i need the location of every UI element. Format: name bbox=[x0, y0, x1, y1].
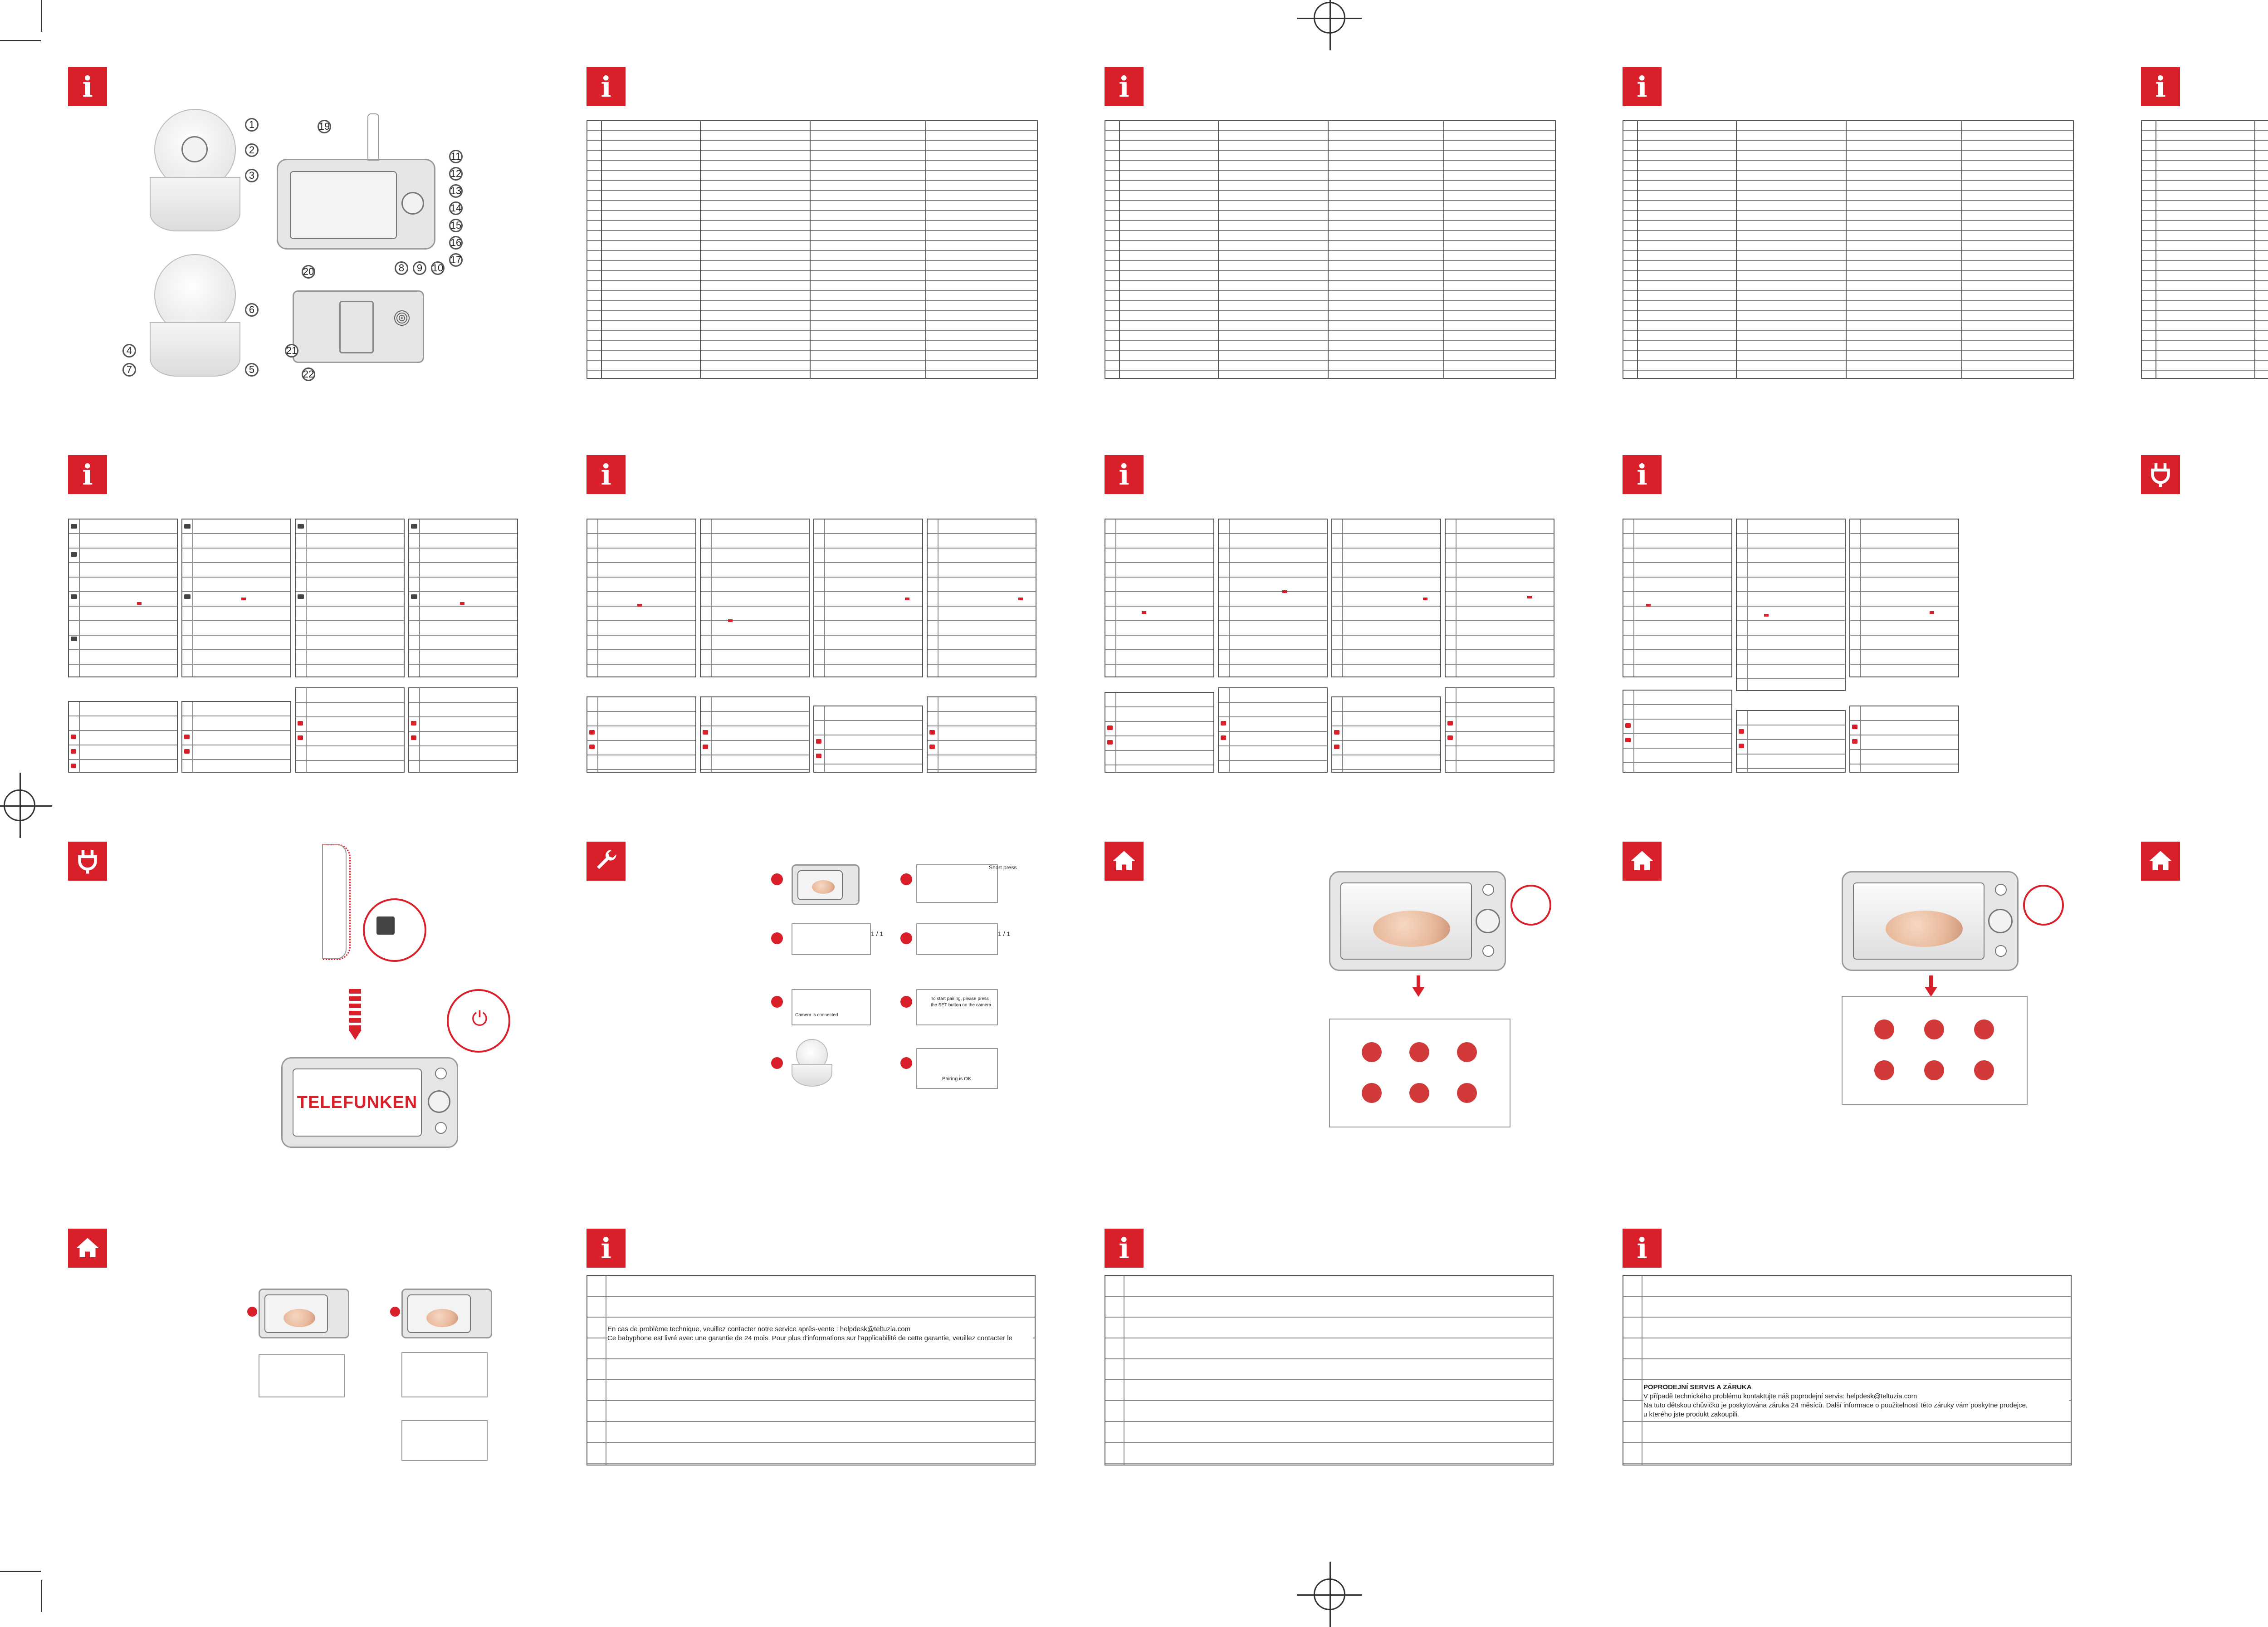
info-icon: i bbox=[82, 70, 93, 103]
down-arrow-head bbox=[349, 1030, 362, 1040]
fraction-label: 1 / 1 bbox=[871, 930, 884, 937]
icon-legend-box bbox=[1218, 687, 1328, 773]
camera-back-diagram bbox=[150, 254, 240, 381]
settings-icon bbox=[1457, 1083, 1477, 1103]
info-badge: i bbox=[68, 455, 107, 494]
info-badge: i bbox=[2141, 67, 2180, 106]
callout-number: 4 bbox=[122, 344, 136, 358]
home-icon bbox=[1628, 848, 1656, 875]
icon-legend-box bbox=[295, 687, 405, 773]
icon-legend-box bbox=[927, 519, 1036, 677]
camera-icon bbox=[1362, 1042, 1382, 1062]
home-icon bbox=[74, 1235, 101, 1262]
plug-icon bbox=[2147, 461, 2174, 488]
home-badge bbox=[1623, 842, 1662, 881]
spec-table bbox=[587, 120, 1038, 379]
icon-legend-box bbox=[1218, 519, 1328, 677]
icon-legend-box bbox=[408, 519, 518, 677]
home-badge bbox=[68, 1229, 107, 1268]
music-icon bbox=[1362, 1083, 1382, 1103]
info-badge: i bbox=[1623, 1229, 1662, 1268]
thermometer-icon bbox=[1974, 1019, 1994, 1039]
spec-table bbox=[2141, 120, 2268, 379]
step-dot bbox=[390, 1307, 400, 1317]
callout-number: 6 bbox=[245, 303, 259, 317]
home-icon bbox=[2147, 848, 2174, 875]
step-dot bbox=[900, 996, 912, 1008]
pairing-ok: Pairing is OK bbox=[942, 1076, 972, 1082]
fraction-label: 1 / 1 bbox=[998, 930, 1011, 937]
icon-legend-box bbox=[813, 519, 923, 677]
camera-front-diagram bbox=[150, 109, 240, 236]
antenna bbox=[367, 113, 379, 161]
crop-mark bbox=[0, 1571, 41, 1572]
camera-icon bbox=[1874, 1019, 1894, 1039]
info-badge: i bbox=[1623, 67, 1662, 106]
callout-number: 10 bbox=[431, 261, 445, 275]
warranty-table bbox=[1105, 1275, 1554, 1465]
callout-number: 11 bbox=[449, 150, 463, 163]
warranty-fr-line1: En cas de problème technique, veuillez contacter notre service après-vente : helpdesk@teltuzia.com bbox=[607, 1325, 1033, 1334]
crop-mark bbox=[0, 40, 41, 41]
callout-number: 8 bbox=[395, 261, 408, 275]
wrench-badge bbox=[587, 842, 626, 881]
icon-legend-box bbox=[1623, 519, 1732, 677]
callout-number: 9 bbox=[413, 261, 426, 275]
warranty-table-fr bbox=[587, 1275, 1036, 1465]
icon-legend-box bbox=[1105, 692, 1214, 773]
icon-legend-box bbox=[813, 706, 923, 773]
crop-mark bbox=[41, 1580, 42, 1612]
icon-legend-box bbox=[1849, 519, 1959, 677]
callout-number: 22 bbox=[302, 368, 315, 381]
pairing-note-1: To start pairing, please press bbox=[931, 996, 989, 1001]
icon-legend-box bbox=[1736, 519, 1846, 691]
camera-set-step bbox=[792, 1039, 832, 1089]
pairing-menu-step5 bbox=[916, 864, 998, 903]
warranty-cz-line3: u kterého jste produkt zakoupili. bbox=[1643, 1410, 2069, 1419]
step-dot bbox=[247, 1307, 257, 1317]
icon-legend-box bbox=[181, 519, 291, 677]
warranty-cz-heading: POPRODEJNÍ SERVIS A ZÁRUKA bbox=[1643, 1383, 2069, 1392]
microphone-icon bbox=[1924, 1019, 1944, 1039]
power-icon: ⏻ bbox=[472, 1007, 488, 1030]
callout-number: 13 bbox=[449, 184, 463, 198]
icon-legend-box bbox=[587, 519, 696, 677]
icon-legend-box bbox=[927, 696, 1036, 773]
plug-badge bbox=[2141, 455, 2180, 494]
telefunken-logo: TELEFUNKEN bbox=[297, 1093, 418, 1112]
icon-legend-box bbox=[700, 519, 810, 677]
step-dot bbox=[900, 932, 912, 944]
warranty-table-cz bbox=[1623, 1275, 2072, 1465]
callout-number: 14 bbox=[449, 201, 463, 215]
monitor-boot-screen bbox=[281, 1057, 458, 1148]
icon-legend-box bbox=[68, 519, 178, 677]
monitor-small bbox=[259, 1289, 349, 1338]
icon-legend-box bbox=[181, 701, 291, 773]
callout-number: 19 bbox=[318, 120, 331, 133]
camera-note: Camera is connected bbox=[795, 1013, 838, 1018]
registration-mark bbox=[4, 789, 35, 821]
home-badge bbox=[2141, 842, 2180, 881]
feeding-icon bbox=[1409, 1083, 1429, 1103]
step-dot bbox=[771, 1057, 783, 1069]
warranty-cz-line2: Na tuto dětskou chůvičku je poskytována záruka 24 měsíců. Další informace o použitelnosti této záruky vám poskytne prodejce, bbox=[1643, 1401, 2069, 1410]
menu-small bbox=[401, 1420, 488, 1461]
info-badge: i bbox=[1623, 455, 1662, 494]
home-icon bbox=[1110, 848, 1138, 875]
home-badge bbox=[1105, 842, 1144, 881]
callout-number: 1 bbox=[245, 118, 259, 132]
menu-small bbox=[259, 1354, 345, 1397]
warranty-cz-line1: V případě technického problému kontaktujte náš poprodejní servis: helpdesk@teltuzia.com bbox=[1643, 1392, 2069, 1401]
plug-icon bbox=[74, 848, 101, 875]
spec-table bbox=[1623, 120, 2074, 379]
info-badge: i bbox=[587, 1229, 626, 1268]
callout-number: 21 bbox=[285, 344, 298, 358]
callout-number: 15 bbox=[449, 219, 463, 232]
callout-number: 2 bbox=[245, 143, 259, 157]
plug-badge bbox=[68, 842, 107, 881]
icon-legend-box bbox=[1331, 519, 1441, 677]
short-press-label: Short press bbox=[989, 864, 1017, 871]
callout-number: 16 bbox=[449, 236, 463, 250]
menu-button-highlight bbox=[2023, 885, 2064, 926]
menu-small bbox=[401, 1352, 488, 1397]
callout-number: 7 bbox=[122, 363, 136, 377]
icon-legend-box bbox=[408, 687, 518, 773]
icon-legend-box bbox=[295, 519, 405, 677]
monitor-home bbox=[1842, 871, 2019, 971]
monitor-side-body bbox=[322, 844, 347, 959]
registration-mark bbox=[1314, 2, 1345, 34]
icon-legend-box bbox=[68, 701, 178, 773]
home-menu bbox=[1329, 1019, 1510, 1127]
icon-legend-box bbox=[1849, 706, 1959, 773]
info-badge: i bbox=[1105, 1229, 1144, 1268]
down-arrow bbox=[349, 989, 361, 1030]
thermometer-icon bbox=[1457, 1042, 1477, 1062]
settings-icon bbox=[1974, 1060, 1994, 1080]
info-badge: i bbox=[1105, 455, 1144, 494]
icon-legend-box bbox=[1445, 519, 1554, 677]
arrow-stem bbox=[1929, 975, 1933, 988]
pairing-menu-step2 bbox=[792, 923, 871, 955]
icon-legend-box bbox=[587, 696, 696, 773]
step-dot bbox=[900, 873, 912, 885]
crop-mark bbox=[41, 0, 42, 32]
zoom-circle bbox=[363, 898, 426, 962]
pairing-menu-step6 bbox=[916, 923, 998, 955]
icon-legend-box bbox=[1623, 690, 1732, 773]
registration-mark bbox=[1314, 1578, 1345, 1610]
info-badge: i bbox=[1105, 67, 1144, 106]
monitor-home bbox=[1329, 871, 1506, 971]
power-switch bbox=[376, 916, 395, 935]
info-badge: i bbox=[587, 67, 626, 106]
callout-number: 3 bbox=[245, 169, 259, 182]
callout-number: 5 bbox=[245, 363, 259, 377]
arrow-stem bbox=[1417, 975, 1420, 988]
icon-legend-box bbox=[1445, 687, 1554, 773]
spec-table bbox=[1105, 120, 1556, 379]
wrench-icon bbox=[592, 848, 620, 875]
info-badge bbox=[68, 67, 107, 106]
down-arrow-head bbox=[1412, 987, 1425, 997]
music-icon bbox=[1874, 1060, 1894, 1080]
callout-number: 12 bbox=[449, 167, 463, 181]
step-dot bbox=[771, 996, 783, 1008]
monitor-back-diagram bbox=[293, 290, 424, 363]
warranty-fr-line2: Ce babyphone est livré avec une garantie de 24 mois. Pour plus d'informations sur l'applicabilité de cette garantie, veuillez contacter le bbox=[607, 1334, 1033, 1343]
icon-legend-box bbox=[1736, 710, 1846, 773]
pairing-menu-step3 bbox=[792, 989, 871, 1025]
icon-legend-box bbox=[700, 696, 810, 773]
pairing-menu-step7 bbox=[916, 989, 998, 1025]
down-arrow-head bbox=[1925, 987, 1937, 997]
step-dot bbox=[900, 1057, 912, 1069]
home-menu bbox=[1842, 996, 2028, 1105]
monitor-small bbox=[401, 1289, 492, 1338]
icon-legend-box bbox=[1331, 696, 1441, 773]
step-dot bbox=[771, 873, 783, 885]
step-dot bbox=[771, 932, 783, 944]
microphone-icon bbox=[1409, 1042, 1429, 1062]
feeding-icon bbox=[1924, 1060, 1944, 1080]
callout-number: 17 bbox=[449, 253, 463, 267]
icon-legend-box bbox=[1105, 519, 1214, 677]
monitor-front-diagram bbox=[277, 159, 435, 250]
callout-number: 20 bbox=[302, 265, 315, 279]
monitor-step1 bbox=[792, 864, 860, 905]
pairing-note-2: the SET button on the camera bbox=[931, 1003, 992, 1008]
pairing-menu-step8 bbox=[916, 1048, 998, 1089]
info-badge: i bbox=[587, 455, 626, 494]
menu-button-highlight bbox=[1510, 885, 1551, 926]
